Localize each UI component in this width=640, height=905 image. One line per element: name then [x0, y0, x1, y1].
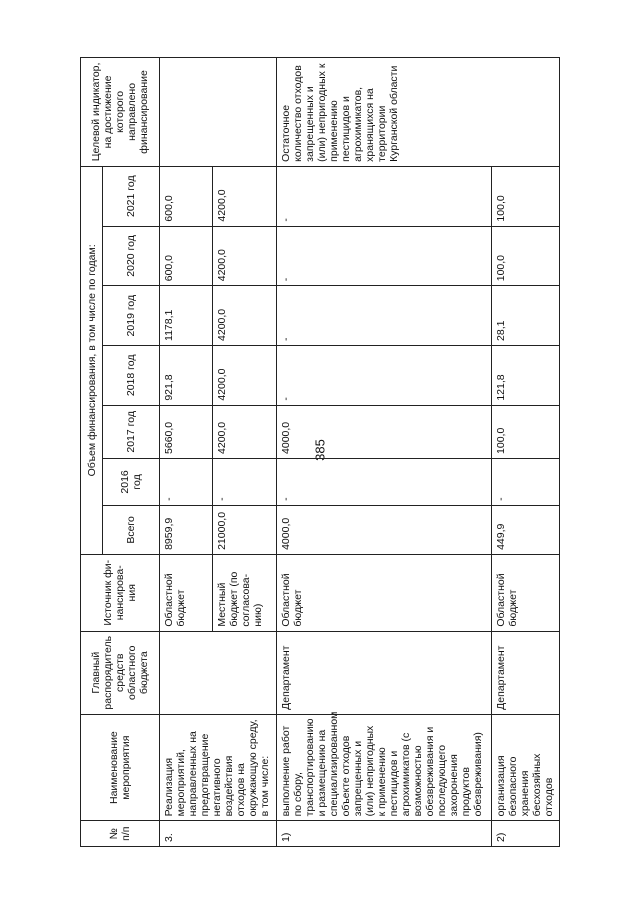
table-row: [491, 58, 559, 847]
cell-2020: -: [277, 226, 492, 286]
cell-2018: 121,8: [491, 345, 559, 405]
cell-2016: -: [160, 458, 213, 505]
header-2016: 2016 год: [103, 458, 160, 505]
cell-2019: -: [277, 286, 492, 346]
header-2020: 2020 год: [103, 226, 160, 286]
header-num: № п/п: [81, 821, 160, 847]
cell-2016: -: [491, 458, 559, 505]
cell-name: организация безопасного хранения бесхозяйных отходов: [491, 714, 559, 821]
cell-2017: 100,0: [491, 405, 559, 458]
cell-total: 8959,9: [160, 505, 213, 554]
cell-2017: 4000,0: [277, 405, 492, 458]
cell-indicator: Остаточное количество отходов запрещенных и (или) непригодных к применению пестицидов и агрохимикатов, хранящихся на территории Курганской области: [277, 58, 560, 167]
cell-2018: 921,8: [160, 345, 213, 405]
cell-indicator: [160, 58, 277, 167]
cell-source: Местный бюджет (по согласова-нию): [212, 554, 276, 631]
cell-2021: 100,0: [491, 166, 559, 226]
cell-2021: 600,0: [160, 166, 213, 226]
cell-name: Реализация мероприятий, направленных на предотвращение негативного воздействия отходов на окружающую среду, в том числе:: [160, 714, 277, 821]
cell-2017: 4200,0: [212, 405, 276, 458]
cell-2018: -: [277, 345, 492, 405]
cell-distributor: Департамент: [491, 631, 559, 714]
cell-name: выполнение работ по сбору, транспортированию и размещению на специализированном объекте отходов запрещенных и (или) непригодных к применению пестицидов и агрохимикатов (с возможностью обезвреживания и последующего захоронения продуктов обезвреживания): [277, 714, 492, 821]
cell-2019: 28,1: [491, 286, 559, 346]
header-volume: Объем финансирования, в том числе по годам:: [81, 166, 103, 554]
financing-table: [80, 57, 560, 847]
cell-2020: 100,0: [491, 226, 559, 286]
cell-source: Областной бюджет: [491, 554, 559, 631]
cell-distributor: [160, 631, 277, 714]
header-source: Источник фи-нансирова-ния: [81, 554, 160, 631]
rotated-table-container: [80, 57, 560, 847]
cell-num: 1): [277, 821, 492, 847]
cell-num: 3.: [160, 821, 277, 847]
table-row: [160, 58, 213, 847]
header-2021: 2021 год: [103, 166, 160, 226]
header-distributor: Главный распорядитель средств областного бюджета: [81, 631, 160, 714]
header-name: Наименование мероприятия: [81, 714, 160, 821]
header-2017: 2017 год: [103, 405, 160, 458]
cell-2016: -: [212, 458, 276, 505]
cell-total: 21000,0: [212, 505, 276, 554]
cell-2018: 4200,0: [212, 345, 276, 405]
header-indicator: Целевой индикатор, на достижение которого направлено финансирование: [81, 58, 160, 167]
cell-distributor: Департамент: [277, 631, 492, 714]
header-total: Всего: [103, 505, 160, 554]
table-row: [277, 58, 492, 847]
cell-total: 449,9: [491, 505, 559, 554]
cell-2019: 1178,1: [160, 286, 213, 346]
cell-2021: -: [277, 166, 492, 226]
cell-num: 2): [491, 821, 559, 847]
cell-source: Областной бюджет: [160, 554, 213, 631]
cell-2020: 600,0: [160, 226, 213, 286]
cell-2021: 4200,0: [212, 166, 276, 226]
cell-2016: -: [277, 458, 492, 505]
cell-source: Областной бюджет: [277, 554, 492, 631]
cell-2019: 4200,0: [212, 286, 276, 346]
cell-total: 4000,0: [277, 505, 492, 554]
header-2019: 2019 год: [103, 286, 160, 346]
cell-2017: 5660,0: [160, 405, 213, 458]
header-row-1: [81, 58, 103, 847]
page-number: 385: [312, 439, 328, 461]
cell-2020: 4200,0: [212, 226, 276, 286]
header-2018: 2018 год: [103, 345, 160, 405]
